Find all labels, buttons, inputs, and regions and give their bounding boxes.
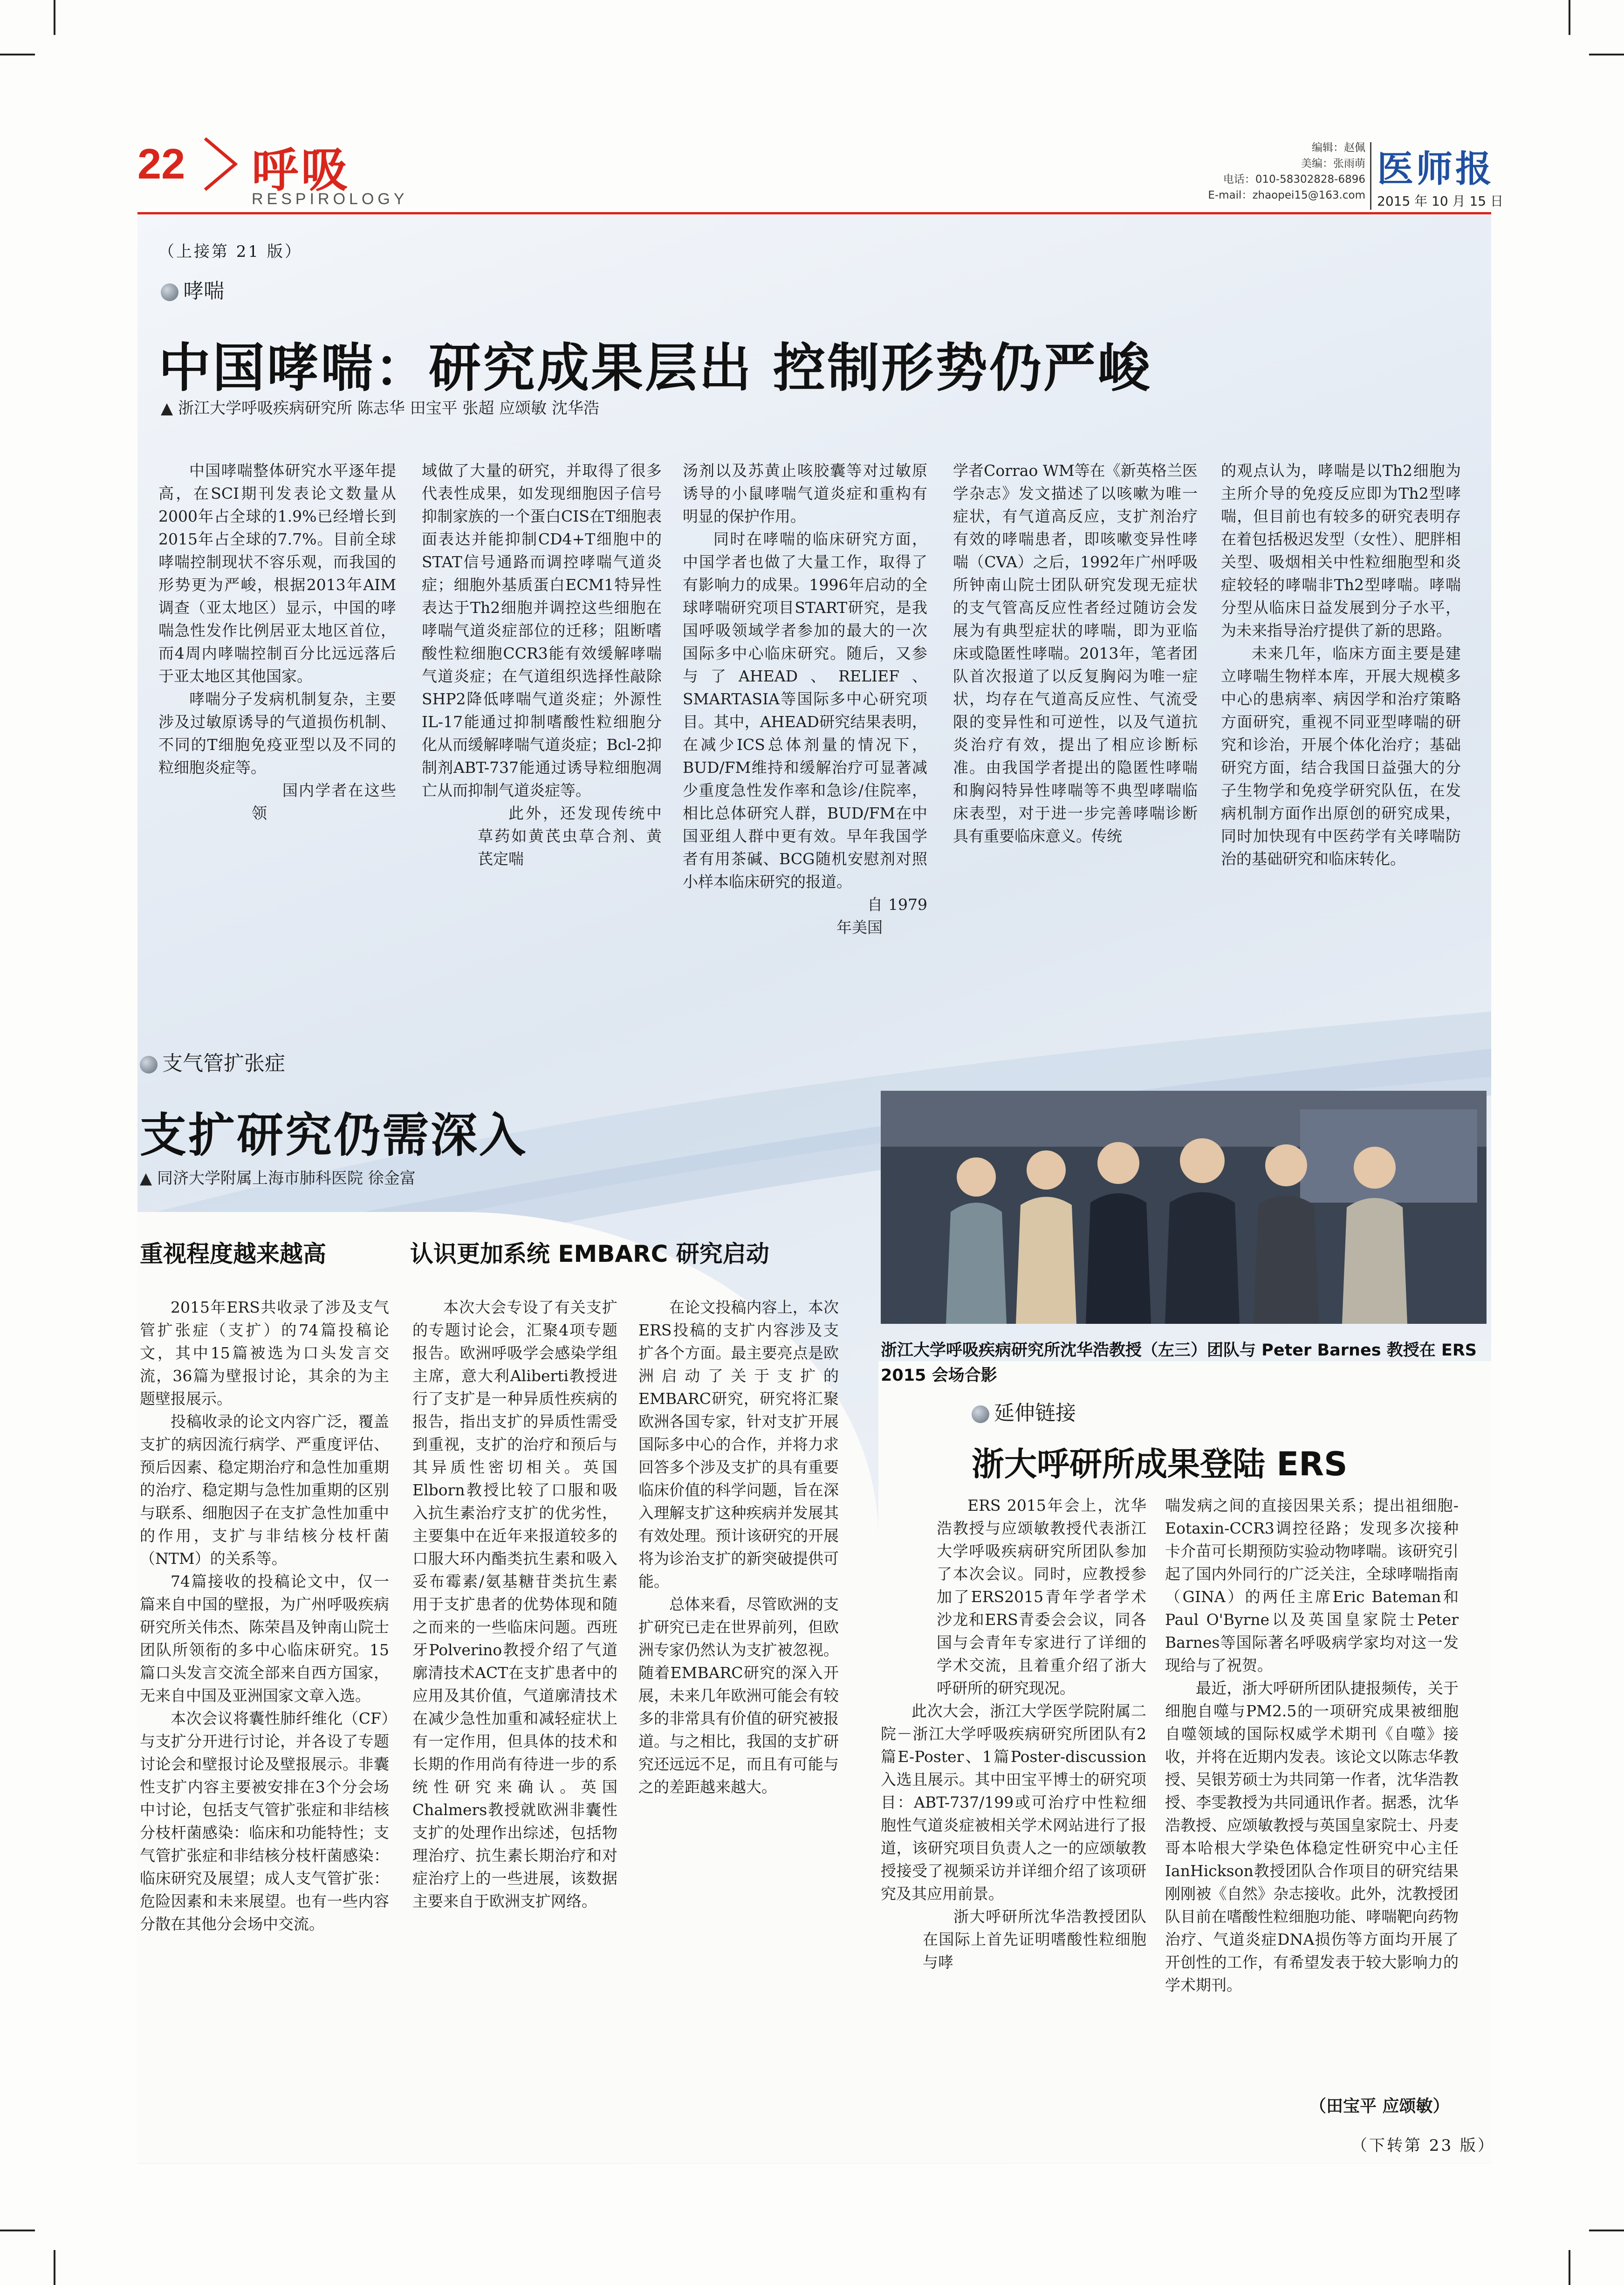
- bullet-icon: [161, 283, 178, 301]
- byline-asthma: ▲ 浙江大学呼吸疾病研究所 陈志华 田宝平 张超 应颂敏 沈华浩: [161, 399, 599, 418]
- paragraph: 在论文投稿内容上，本次ERS投稿的支扩内容涉及支扩各个方面。最主要亮点是欧洲启动了关于支扩的EMBARC研究，研究将汇聚欧洲各国专家，针对支扩开展国际多中心的合作，并将力求回答多个涉及支扩的具有重要临床价值的科学问题，旨在深入理解支扩这种疾病并发展其有效处理。预计该研究的开展将为诊治支扩的新突破提供可能。: [638, 1298, 839, 1590]
- photo-caption: 浙江大学呼吸疾病研究所沈华浩教授（左三）团队与 Peter Barnes 教授在 ERS 2015 会场合影: [881, 1341, 1477, 1385]
- paper-logo: 医师报: [1377, 148, 1495, 190]
- crop-mark: [1569, 2250, 1570, 2285]
- paragraph: 未来几年，临床方面主要是建立哮喘生物样本库，开展大规模多中心的患病率、病因学和治疗策略方面研究，重视不同亚型哮喘的研究和诊治，开展个体化治疗；基础研究方面，结合我国日益强大的分子生物学和免疫学研究队伍，在发病机制方面作出原创的研究成果，同时加快现有中医药学有关哮喘防治的基础研究和临床转化。: [1221, 644, 1461, 868]
- byline-bronchiectasis: ▲ 同济大学附属上海市肺科医院 徐金富: [140, 1169, 416, 1188]
- editor: 编辑：赵佩: [1312, 142, 1365, 154]
- team-photo: [881, 1091, 1487, 1324]
- section-tag-asthma: [161, 274, 224, 304]
- crop-mark: [0, 2230, 35, 2231]
- paragraph: 哮喘分子发病机制复杂，主要涉及过敏原诱导的气道损伤机制、不同的T细胞免疫亚型以及不同的粒细胞炎症等。: [158, 690, 396, 777]
- crop-mark: [1569, 0, 1570, 35]
- paragraph: 浙大呼研所沈华浩教授团队在国际上首先证明嗜酸性粒细胞与哮: [923, 1907, 1146, 1971]
- designer: 美编：张雨萌: [1301, 158, 1365, 170]
- article-column: [1165, 1494, 1459, 1996]
- paragraph: 的观点认为，哮喘是以Th2细胞为主所介导的免疫反应即为Th2型哮喘，但目前也有较多的研究表明存在着包括极迟发型（女性）、肥胖相关型、吸烟相关中性粒细胞型和炎症较轻的哮喘非Th2型哮喘。哮喘分型从临床日益发展到分子水平，为未来指导治疗提供了新的思路。: [1221, 461, 1461, 640]
- paragraph: 汤剂以及苏黄止咳胶囊等对过敏原诱导的小鼠哮喘气道炎症和重构有明显的保护作用。: [683, 461, 927, 525]
- paragraph: 2015年ERS共收录了涉及支气管扩张症（支扩）的74篇投稿论文，其中15篇被选为口头发言交流，36篇为壁报讨论，其余的为主题壁报展示。: [140, 1298, 389, 1408]
- continued-from: （上接第 21 版）: [158, 242, 302, 261]
- article-column: [158, 459, 396, 825]
- section-tag-bronchiectasis: [140, 1046, 285, 1076]
- section-title: 呼吸: [252, 143, 350, 198]
- article-column: [953, 459, 1198, 847]
- tag-label: 延伸链接: [994, 1401, 1076, 1425]
- paragraph: 喘发病之间的直接因果关系；提出祖细胞-Eotaxin-CCR3调控径路；发现多次接种卡介苗可长期预防实验动物哮喘。该研究引起了国内外同行的广泛关注，全球哮喘指南（GINA）的两任主席Eric Bateman和Paul O'Byrne以及英国皇家院士Peter Barnes等国际著名呼吸病学家均对这一发现给与了祝贺。: [1165, 1496, 1459, 1674]
- paragraph: 最近，浙大呼研所团队捷报频传，关于细胞自噬与PM2.5的一项研究成果被细胞自噬领域的国际权威学术期刊《自噬》接收，并将在近期内发表。该论文以陈志华教授、吴银芳硕士为共同第一作者，沈华浩教授、李雯教授为共同通讯作者。据悉，沈华浩教授、应颂敏教授与英国皇家院士、丹麦哥本哈根大学染色体稳定性研究中心主任IanHickson教授团队合作项目的研究结果刚刚被《自然》杂志接收。此外，沈教授团队目前在嗜酸性粒细胞功能、哮喘靶向药物治疗、气道炎症DNA损伤等方面均开展了开创性的工作，有希望发表于较大影响力的学术期刊。: [1165, 1679, 1459, 1994]
- article-column: [140, 1296, 389, 1935]
- editor-info: [1174, 140, 1365, 203]
- email: E-mail：zhaopei15@163.com: [1208, 189, 1365, 201]
- paragraph: 自1979年美国: [836, 895, 927, 936]
- article-column: [683, 459, 927, 939]
- paragraph: 本次会议将囊性肺纤维化（CF）与支扩分开进行讨论，并各设了专题讨论会和壁报讨论及壁报展示。非囊性支扩内容主要被安排在3个分会场中讨论，包括支气管扩张症和非结核分枝杆菌感染：临床和功能特性；支气管扩张症和非结核分枝杆菌感染：临床研究及展望；成人支气管扩张：危险因素和未来展望。也有一些内容分散在其他分会场中交流。: [140, 1709, 389, 1933]
- chevron-right-icon: [198, 136, 240, 192]
- paragraph: 同时在哮喘的临床研究方面，中国学者也做了大量工作，取得了有影响力的成果。1996年启动的全球哮喘研究项目START研究，是我国呼吸领域学者参加的最大的一次国际多中心临床研究。随后，又参与了AHEAD、RELIEF、SMARTASIA等国际多中心研究项目。其中，AHEAD研究结果表明，在减少ICS总体剂量的情况下，BUD/FM维持和缓解治疗可显著减少重度急性发作率和急诊/住院率，相比总体研究人群，BUD/FM在中国亚组人群中更有效。早年我国学者有用茶碱、BCG随机安慰剂对照小样本临床研究的报道。: [683, 530, 927, 891]
- subheading: 重视程度越来越高: [140, 1240, 326, 1267]
- paragraph: 74篇接收的投稿论文中，仅一篇来自中国的壁报，为广州呼吸疾病研究所关伟杰、陈荣昌及钟南山院士团队所领衔的多中心临床研究。15篇口头发言交流全部来自西方国家，无来自中国及亚洲国家文章入选。: [140, 1572, 389, 1705]
- continued-to: （下转第 23 版）: [1351, 2136, 1495, 2155]
- article-column: [1221, 459, 1461, 870]
- crop-mark: [54, 2250, 55, 2285]
- article-column: [422, 459, 662, 870]
- paragraph: 域做了大量的研究，并取得了很多代表性成果，如发现细胞因子信号抑制家族的一个蛋白CIS在T细胞表面表达并能抑制CD4+T细胞中的STAT信号通路而调控哮喘气道炎症；细胞外基质蛋白ECM1特异性表达于Th2细胞并调控这些细胞在哮喘气道炎症部位的迁移；阻断嗜酸性粒细胞CCR3能有效缓解哮喘气道炎症；在气道组织选择性敲除SHP2降低哮喘气道炎症；外源性IL-17能通过抑制嗜酸性粒细胞分化从而缓解哮喘气道炎症；Bcl-2抑制剂ABT-737能通过诱导粒细胞凋亡从而抑制气道炎症等。: [422, 461, 662, 799]
- page-number: 22: [137, 140, 185, 188]
- crop-mark: [54, 0, 55, 35]
- section-tag-extension: [972, 1396, 1076, 1426]
- paragraph: 此外，还发现传统中草药如黄芪虫草合剂、黄芪定喘: [478, 804, 662, 868]
- crop-mark: [1589, 54, 1624, 55]
- subheading: 认识更加系统 EMBARC 研究启动: [410, 1240, 769, 1267]
- header-divider: [1370, 142, 1371, 210]
- paragraph: 总体来看，尽管欧洲的支扩研究已走在世界前列，但欧洲专家仍然认为支扩被忽视。随着EMBARC研究的深入开展，未来几年欧洲可能会有较多的非常具有价值的研究被报道。与之相比，我国的支扩研究还远远不足，而且有可能与之的差距越来越大。: [638, 1595, 839, 1796]
- crop-mark: [0, 54, 35, 55]
- headline-bronchiectasis: 支扩研究仍需深入: [140, 1108, 528, 1163]
- paragraph: 本次大会专设了有关支扩的专题讨论会，汇聚4项专题报告。欧洲呼吸学会感染学组主席，意大利Aliberti教授进行了支扩是一种异质性疾病的报告，指出支扩的异质性需受到重视，支扩的治疗和预后与其异质性密切相关。英国Elborn教授比较了口服和吸入抗生素治疗支扩的优劣性，主要集中在近年来报道较多的口服大环内酯类抗生素和吸入妥布霉素/氨基糖苷类抗生素用于支扩患者的优势体现和随之而来的一些临床问题。西班牙Polverino教授介绍了气道廓清技术ACT在支扩患者中的应用及其价值，气道廓清技术在减少急性加重和减轻症状上有一定作用，但具体的技术和长期的作用尚有待进一步的系统性研究来确认。英国Chalmers教授就欧洲非囊性支扩的处理作出综述，包括物理治疗、抗生素长期治疗和对症治疗上的一些进展，该数据主要来自于欧洲支扩网络。: [412, 1298, 617, 1910]
- article-column: [412, 1296, 617, 1913]
- paragraph: 投稿收录的论文内容广泛，覆盖支扩的病因流行病学、严重度评估、预后因素、稳定期治疗和急性加重期的治疗、稳定期与急性加重期的区别与联系、细胞因子在支扩急性加重中的作用，支扩与非结核分枝杆菌（NTM）的关系等。: [140, 1412, 389, 1568]
- section-title-en: RESPIROLOGY: [252, 190, 408, 208]
- article-column: [881, 1494, 1146, 1974]
- photo-illustration: [881, 1091, 1487, 1324]
- crop-mark: [1589, 2230, 1624, 2231]
- article-column: [638, 1296, 839, 1798]
- headline-zju: 浙大呼研所成果登陆 ERS: [972, 1445, 1348, 1483]
- bullet-icon: [140, 1056, 158, 1074]
- paragraph: ERS 2015年会上，沈华浩教授与应颂敏教授代表浙江大学呼吸疾病研究所团队参加了本次会议。同时，应教授参加了ERS2015青年学者学术沙龙和ERS青委会会议，同各国与会青年专家进行了详细的学术交流，且着重介绍了浙大呼研所的研究现况。: [937, 1496, 1146, 1697]
- issue-date: 2015 年 10 月 15 日: [1377, 193, 1504, 209]
- tag-label: 支气管扩张症: [162, 1052, 285, 1075]
- paragraph: 中国哮喘整体研究水平逐年提高，在SCI期刊发表论文数量从2000年占全球的1.9%已经增长到2015年占全球的7.7%。目前全球哮喘控制现状不容乐观，而我国的形势更为严峻，根据2013年AIM调查（亚太地区）显示，中国的哮喘急性发作比例居亚太地区首位，而4周内哮喘控制百分比远远落后于亚太地区其他国家。: [158, 461, 396, 685]
- bullet-icon: [972, 1405, 989, 1423]
- headline-asthma: 中国哮喘：研究成果层出 控制形势仍严峻: [158, 338, 1151, 399]
- paragraph: 此次大会，浙江大学医学院附属二院－浙江大学呼吸疾病研究所团队有2篇E-Poster、1篇Poster-discussion入选且展示。其中田宝平博士的研究项目：ABT-737/199或可治疗中性粒细胞性气道炎症被相关学术网站进行了报道，该研究项目负责人之一的应颂敏教授接受了视频采访并详细介绍了该项研究及其应用前景。: [881, 1702, 1146, 1903]
- tag-label: 哮喘: [183, 279, 224, 303]
- paragraph: 国内学者在这些领: [252, 781, 396, 822]
- header-rule: [137, 212, 1491, 214]
- phone: 电话：010-58302828-6896: [1223, 173, 1365, 186]
- paragraph: 学者Corrao WM等在《新英格兰医学杂志》发文描述了以咳嗽为唯一症状，有气道高反应，支扩剂治疗有效的哮喘患者，即咳嗽变异性哮喘（CVA）之后，1992年广州呼吸所钟南山院士团队研究发现无症状的支气管高反应性者经过随访会发展为有典型症状的哮喘，即为亚临床或隐匿性哮喘。2013年，笔者团队首次报道了以反复胸闷为唯一症状，均存在气道高反应性、气流受限的变异性和可逆性，以及气道抗炎治疗有效，提出了相应诊断标准。由我国学者提出的隐匿性哮喘和胸闷特异性哮喘等不典型哮喘临床表型，对于进一步完善哮喘诊断具有重要临床意义。传统: [953, 461, 1198, 845]
- author-signature: （田宝平 应颂敏）: [1309, 2097, 1450, 2116]
